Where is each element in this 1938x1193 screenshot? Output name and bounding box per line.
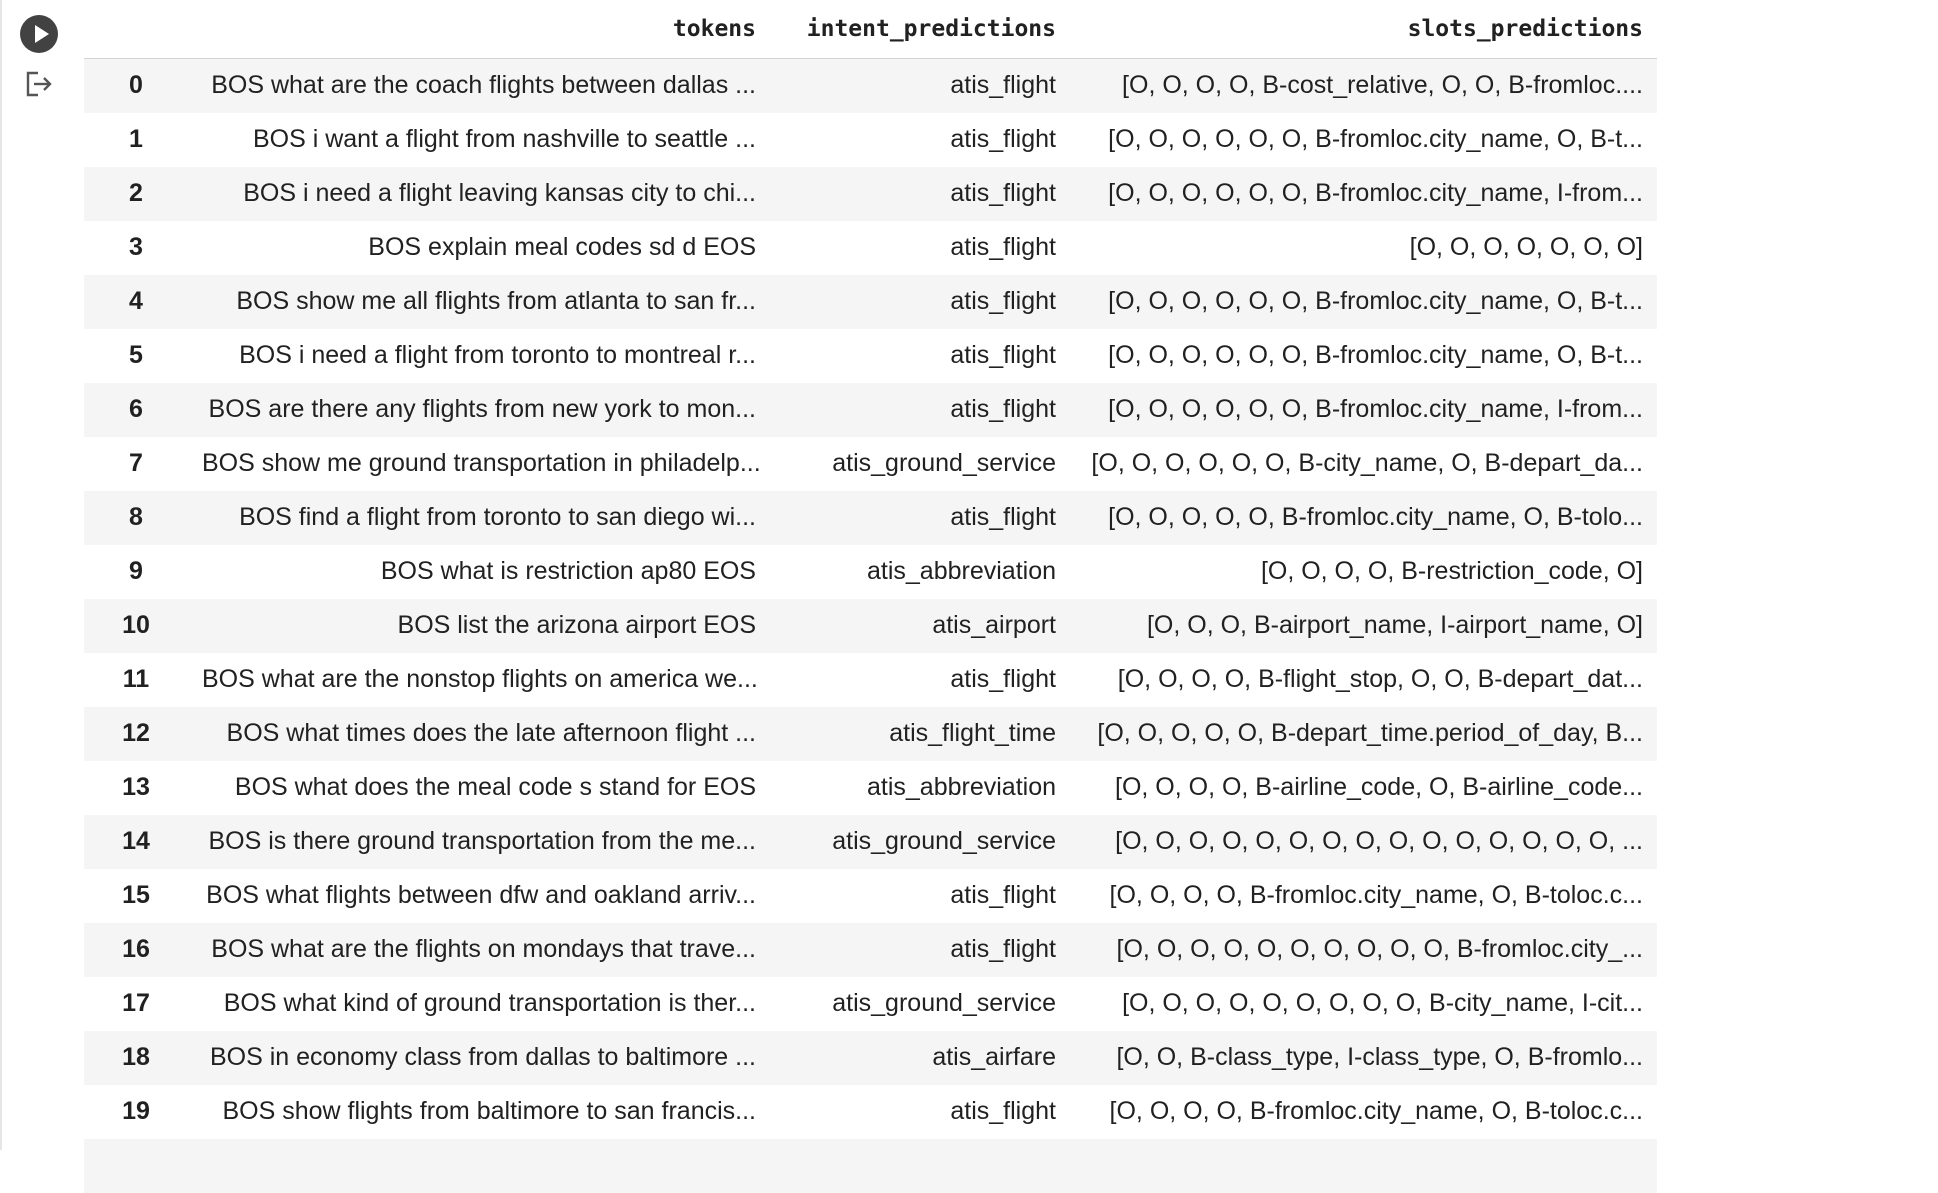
table-row [84,1085,1657,1139]
row-index: 0 [129,71,143,100]
dataframe-table [84,0,1657,1193]
cell-tokens: BOS show me ground transportation in philadelp... [202,449,761,477]
row-index: 14 [122,827,150,855]
cell-tokens: BOS i need a flight leaving kansas city to chi... [243,179,756,207]
row-index: 19 [122,1097,150,1125]
row-index: 18 [122,1043,150,1071]
table-row [84,545,1657,599]
table-header-row [84,0,1657,59]
row-index: 17 [122,989,150,1017]
row-index: 7 [129,449,143,477]
cell-intent-prediction: atis_abbreviation [866,773,1056,801]
cell-slots-prediction [1070,1139,1657,1193]
cell-intent-prediction: atis_flight [950,287,1056,315]
cell-tokens: BOS in economy class from dallas to baltimore ... [209,1043,756,1071]
cell-intent-prediction: atis_flight [950,503,1056,531]
cell-tokens: BOS what kind of ground transportation is ther... [223,989,756,1017]
row-index: 4 [129,287,143,315]
cell-tokens: BOS show flights from baltimore to san francis... [222,1097,756,1125]
cell-intent-prediction: atis_flight [950,71,1056,100]
cell-tokens: BOS what does the meal code s stand for EOS [234,773,756,801]
cell-slots-prediction: [O, O, O, O, O, O, B-fromloc.city_name, I-from... [1108,179,1643,207]
cell-slots-prediction: [O, O, O, O, O, O, B-city_name, O, B-depart_da... [1091,449,1643,477]
dataframe-output [84,0,1657,1193]
column-header-slots-predictions: slots_predictions [1070,0,1657,59]
cell-slots-prediction: [O, O, O, O, O, O, B-fromloc.city_name, O, B-t... [1108,125,1643,153]
cell-tokens: BOS what are the nonstop flights on america we... [202,665,758,693]
table-row [84,815,1657,869]
cell-tokens: BOS list the arizona airport EOS [397,611,756,639]
cell-slots-prediction: [O, O, O, O, O, O, O] [1409,233,1643,261]
row-index: 13 [122,773,150,801]
cell-tokens: BOS show me all flights from atlanta to san fr... [236,287,756,315]
cell-intent-prediction: atis_flight [950,935,1056,963]
column-header-index [84,0,188,59]
cell-slots-prediction: [O, O, O, O, O, O, O, O, O, O, B-fromloc.city_... [1116,935,1643,963]
row-index [84,1139,188,1193]
table-row [84,707,1657,761]
table-row [84,1031,1657,1085]
row-index: 16 [122,935,150,963]
cell-tokens: BOS are there any flights from new york to mon... [208,395,756,423]
cell-tokens: BOS what times does the late afternoon flight ... [226,719,756,747]
table-row [84,761,1657,815]
cell-intent-prediction: atis_flight [950,1097,1056,1125]
row-index: 6 [129,395,143,423]
table-row [84,167,1657,221]
cell-intent-prediction: atis_flight [950,881,1056,909]
cell-intent-prediction: atis_ground_service [832,827,1056,855]
cell-slots-prediction: [O, O, O, O, O, B-fromloc.city_name, O, B-tolo... [1108,503,1643,531]
table-row [84,221,1657,275]
output-exit-icon[interactable] [24,69,56,99]
cell-intent-prediction: atis_flight [950,125,1056,153]
column-header-intent-predictions: intent_predictions [770,0,1070,59]
cell-intent-prediction: atis_flight [950,179,1056,207]
cell-gutter-divider [0,0,2,1150]
table-row [84,59,1657,113]
cell-tokens [188,1139,770,1193]
cell-tokens: BOS what are the coach flights between dallas ... [211,71,756,100]
cell-slots-prediction: [O, O, B-class_type, I-class_type, O, B-fromlo... [1116,1043,1643,1071]
run-cell-button[interactable] [20,15,58,53]
cell-intent-prediction: atis_airport [932,611,1056,639]
cell-intent-prediction: atis_ground_service [832,989,1056,1017]
table-row [84,977,1657,1031]
table-row [84,599,1657,653]
row-index: 3 [129,233,143,261]
cell-slots-prediction: [O, O, O, B-airport_name, I-airport_name, O] [1146,611,1643,639]
row-index: 12 [122,719,150,747]
row-index: 8 [129,503,143,531]
row-index: 2 [129,179,143,207]
row-index: 1 [129,125,143,153]
cell-intent-prediction [770,1139,1070,1193]
cell-intent-prediction: atis_flight [950,233,1056,261]
cell-tokens: BOS what flights between dfw and oakland arriv... [206,881,756,909]
table-body [84,59,1657,1193]
row-index: 15 [122,881,150,909]
cell-slots-prediction: [O, O, O, O, B-flight_stop, O, O, B-depart_dat... [1117,665,1643,693]
table-row [84,329,1657,383]
table-row [84,113,1657,167]
cell-intent-prediction: atis_flight [950,395,1056,423]
cell-slots-prediction: [O, O, O, O, B-restriction_code, O] [1260,557,1643,585]
cell-tokens: BOS explain meal codes sd d EOS [368,233,756,261]
cell-slots-prediction: [O, O, O, O, O, O, B-fromloc.city_name, O, B-t... [1108,287,1643,315]
cell-intent-prediction: atis_airfare [932,1043,1056,1071]
row-index: 5 [129,341,143,369]
table-row [84,491,1657,545]
table-row [84,653,1657,707]
cell-tokens: BOS find a flight from toronto to san diego wi... [239,503,756,531]
cell-slots-prediction: [O, O, O, O, B-cost_relative, O, O, B-fromloc.... [1122,71,1643,100]
cell-slots-prediction: [O, O, O, O, O, O, B-fromloc.city_name, I-from... [1108,395,1643,423]
table-row [84,923,1657,977]
cell-intent-prediction: atis_abbreviation [866,557,1056,585]
cell-intent-prediction: atis_flight_time [889,719,1056,747]
row-index: 10 [122,611,150,639]
row-index: 11 [122,665,150,693]
table-row [84,437,1657,491]
cell-tokens: BOS what are the flights on mondays that trave... [211,935,756,963]
cell-slots-prediction: [O, O, O, O, O, O, O, O, O, O, O, O, O, O, O, ... [1115,827,1643,855]
play-icon [20,15,58,53]
cell-tokens: BOS what is restriction ap80 EOS [380,557,756,585]
cell-slots-prediction: [O, O, O, O, O, O, B-fromloc.city_name, O, B-t... [1108,341,1643,369]
cell-slots-prediction: [O, O, O, O, O, B-depart_time.period_of_day, B... [1097,719,1643,747]
table-row [84,1139,1657,1193]
cell-slots-prediction: [O, O, O, O, B-airline_code, O, B-airline_code... [1115,773,1643,801]
row-index: 9 [129,557,143,585]
cell-tokens: BOS is there ground transportation from the me... [208,827,756,855]
table-row [84,383,1657,437]
cell-tokens: BOS i want a flight from nashville to seattle ... [252,125,756,153]
cell-slots-prediction: [O, O, O, O, B-fromloc.city_name, O, B-toloc.c... [1109,1097,1643,1125]
table-row [84,275,1657,329]
cell-intent-prediction: atis_flight [950,341,1056,369]
column-header-tokens: tokens [188,0,770,59]
cell-slots-prediction: [O, O, O, O, O, O, O, O, O, B-city_name, I-cit... [1122,989,1643,1017]
cell-intent-prediction: atis_ground_service [832,449,1056,477]
table-row [84,869,1657,923]
cell-intent-prediction: atis_flight [950,665,1056,693]
cell-slots-prediction: [O, O, O, O, B-fromloc.city_name, O, B-toloc.c... [1109,881,1643,909]
cell-tokens: BOS i need a flight from toronto to montreal r... [239,341,756,369]
